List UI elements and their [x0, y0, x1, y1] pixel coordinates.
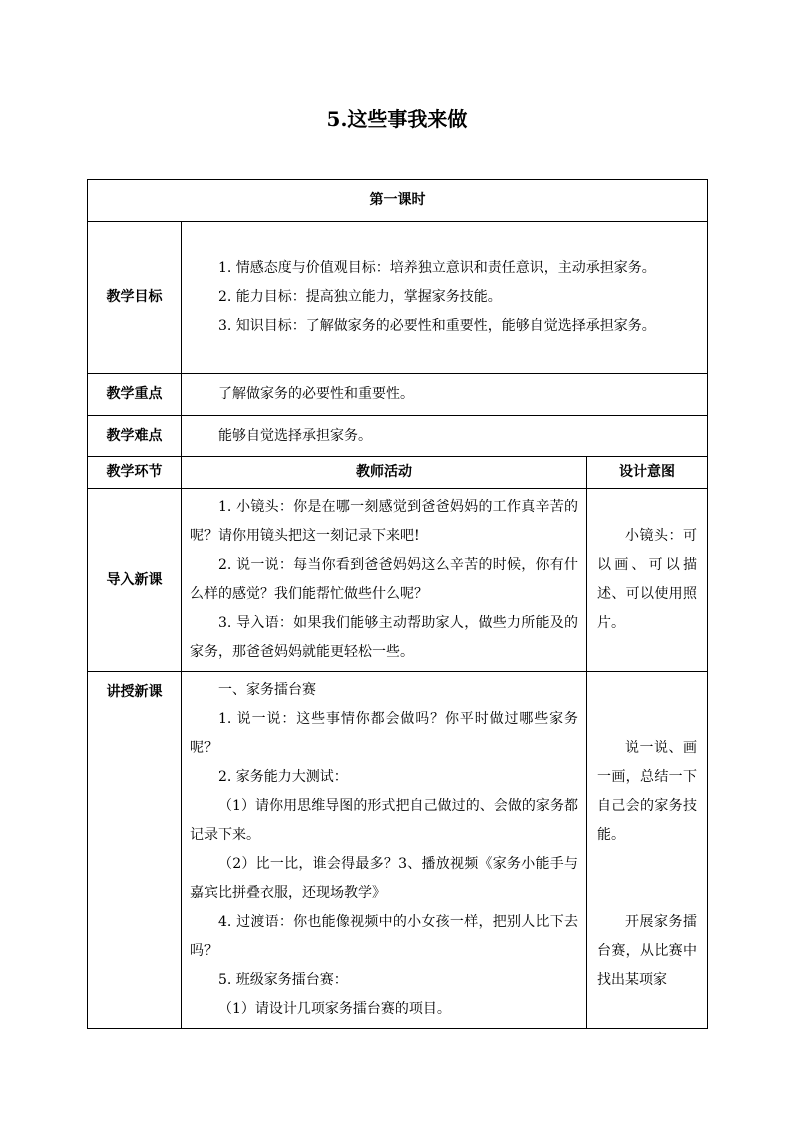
intent-spacer	[597, 850, 697, 908]
teach-intent	[587, 672, 708, 1029]
difficulty-content	[182, 416, 708, 457]
teach-stage: 讲授新课	[88, 672, 182, 1029]
header-activity: 教师活动	[182, 457, 587, 489]
teach-item: 5. 班级家务擂台赛：	[218, 972, 348, 988]
lesson-plan-table	[87, 179, 708, 1029]
goals-content	[182, 222, 708, 374]
intro-intent-text: 小镜头：可以画、可以描述、可以使用照片。	[597, 528, 697, 631]
intro-item: 1. 小镜头：你是在哪一刻感觉到爸爸妈妈的工作真辛苦的呢？请你用镜头把这一刻记录下来吧!	[190, 499, 578, 544]
intro-intent	[587, 489, 708, 672]
teach-row	[88, 672, 708, 1029]
key-point-label: 教学重点	[88, 374, 182, 416]
key-point-content	[182, 374, 708, 416]
goal-item: 1. 情感态度与价值观目标：培养独立意识和责任意识，主动承担家务。	[218, 260, 656, 276]
key-point-text: 了解做家务的必要性和重要性。	[218, 386, 414, 402]
difficulty-text: 能够自觉选择承担家务。	[218, 427, 372, 444]
period-title: 第一课时	[88, 180, 708, 222]
goals-label: 教学目标	[88, 222, 182, 374]
teach-intent-text-1: 说一说、画一画，总结一下自己会的家务技能。	[597, 740, 697, 843]
intro-stage: 导入新课	[88, 489, 182, 672]
period-row	[88, 180, 708, 222]
teach-activity	[182, 672, 587, 1029]
difficulty-label: 教学难点	[88, 416, 182, 457]
header-stage: 教学环节	[88, 457, 182, 489]
teach-item: （1）请设计几项家务擂台赛的项目。	[218, 1001, 451, 1017]
intro-item: 2. 说一说：每当你看到爸爸妈妈这么辛苦的时候，你有什么样的感觉？我们能帮忙做些什么呢？	[190, 557, 578, 602]
goals-row	[88, 222, 708, 374]
key-point-row	[88, 374, 708, 416]
intro-activity	[182, 489, 587, 672]
goal-item: 2. 能力目标：提高独立能力，掌握家务技能。	[218, 289, 502, 305]
teach-item: 4. 过渡语：你也能像视频中的小女孩一样，把别人比下去吗？	[190, 914, 578, 959]
teach-section: 一、家务擂台赛	[218, 682, 316, 698]
intro-row	[88, 489, 708, 672]
intro-item: 3. 导入语：如果我们能够主动帮助家人，做些力所能及的家务，那爸爸妈妈就能更轻松一些。	[190, 615, 578, 660]
goal-item: 3. 知识目标：了解做家务的必要性和重要性，能够自觉选择承担家务。	[218, 318, 656, 334]
column-header-row	[88, 457, 708, 489]
teach-item: （1）请你用思维导图的形式把自己做过的、会做的家务都记录下来。	[190, 798, 578, 843]
header-intent: 设计意图	[587, 457, 708, 489]
page-title: 5.这些事我来做	[326, 107, 468, 131]
teach-intent-text-2: 开展家务擂台赛，从比赛中找出某项家	[597, 914, 697, 988]
teach-item: 2. 家务能力大测试：	[218, 769, 348, 785]
teach-item: 1. 说一说：这些事情你都会做吗？你平时做过哪些家务呢？	[190, 711, 578, 756]
difficulty-row	[88, 416, 708, 457]
teach-item: （2）比一比，谁会得最多？3、播放视频《家务小能手与嘉宾比拼叠衣服，还现场教学》	[190, 856, 578, 901]
